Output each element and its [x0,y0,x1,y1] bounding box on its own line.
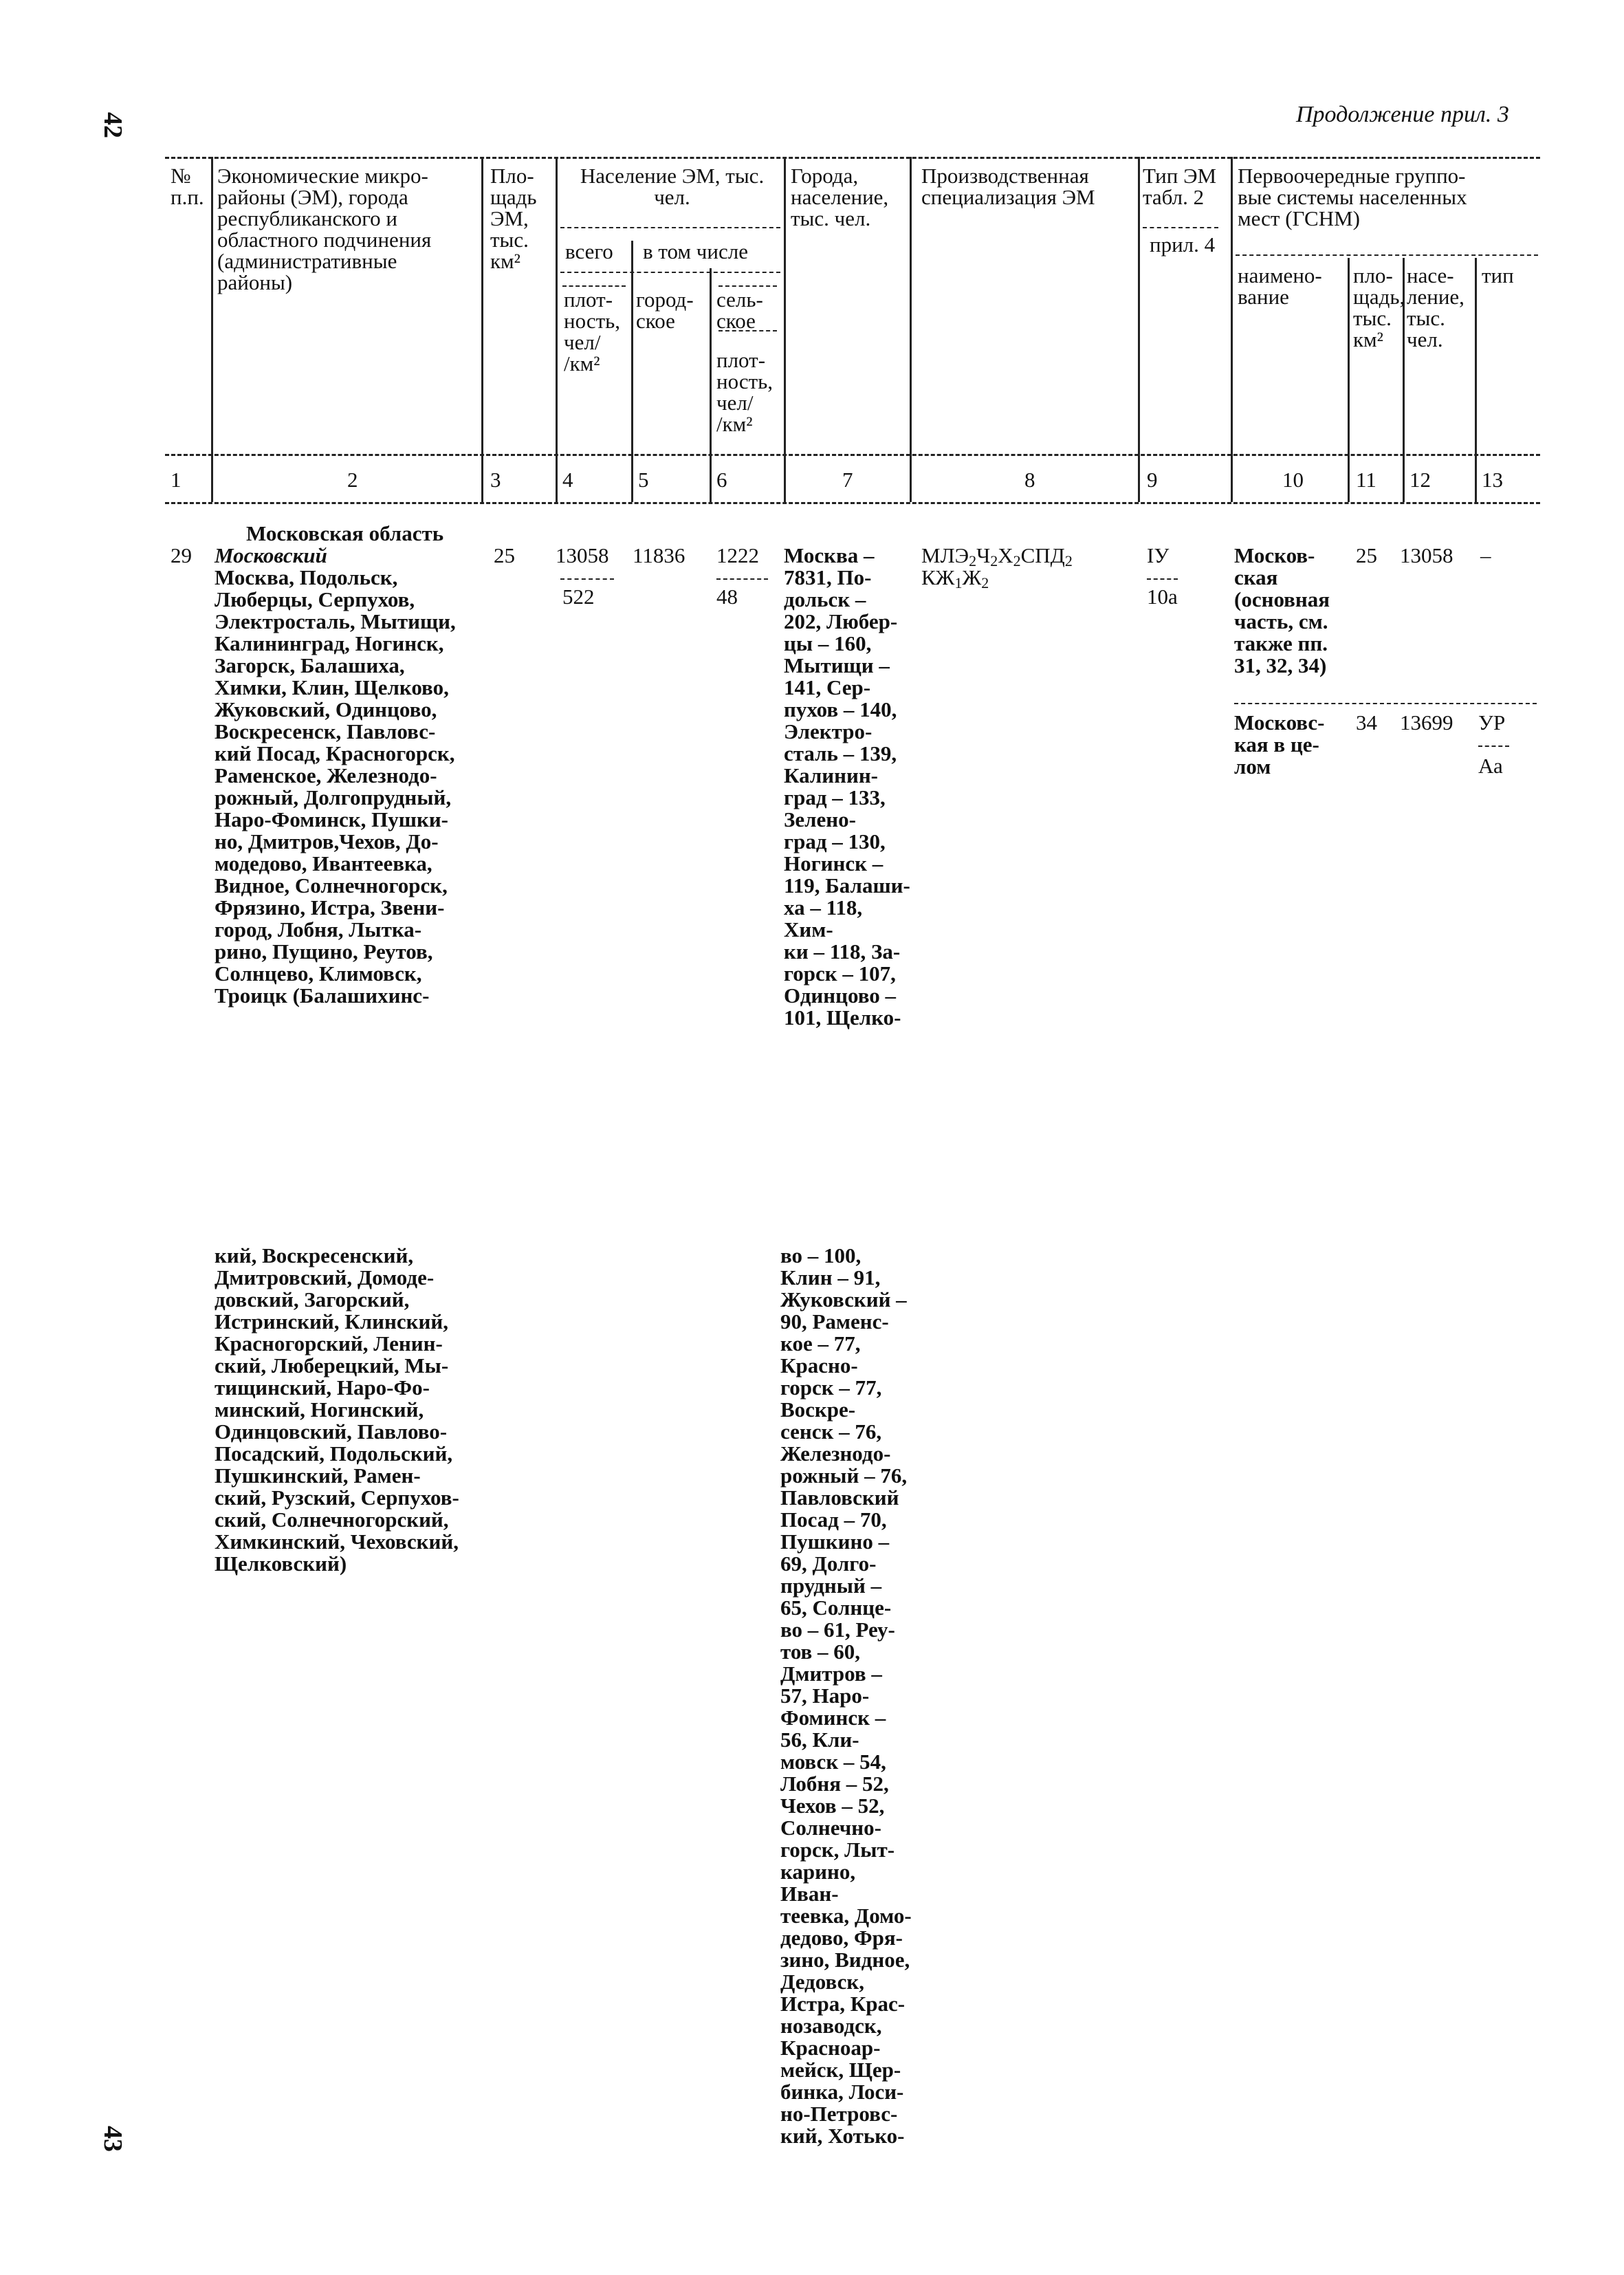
gsnm-type-main: – [1480,543,1491,567]
col-number-11: 11 [1356,468,1376,492]
spec-sub: 2 [981,574,989,591]
col-number-2: 2 [347,468,358,492]
page-number-43: 43 [98,2126,127,2152]
gsnm-type-whole-bottom: Аа [1478,754,1503,778]
population-rural-rule [716,578,768,580]
col-sep-9 [1231,157,1233,502]
col-sep-1 [211,157,213,502]
cities-list-bottom: кий, Воскресенский, Дмитровский, Домоде- довский, Загорский, Истринский, Клинский, Красногорский, Ленин- ский, Люберецкий, Мы- тищинский, Наро-Фо- минский, Ногинский, Одинцовский, Павлово- Посадский, Подольский, Пушкинский, Рамен- ский, Рузский, Серпухов- ский, Солнечногорский, Химкинский, Чеховский, Щелковский) [215,1243,459,1576]
col-sep-4 [631,241,633,502]
header-population-group: Население ЭМ, тыс. чел. [580,164,765,209]
header-pop-total: всего [565,239,613,263]
spec-part: Ч [976,543,991,567]
rural-density: 48 [716,585,738,609]
spec-part: СПД [1020,543,1065,567]
col-sep-2 [481,157,483,502]
spec-part: Ж [962,565,982,589]
col-number-13: 13 [1482,468,1503,492]
spec-sub: 2 [1064,552,1073,569]
header-type-em: Тип ЭМ табл. 2 [1143,164,1217,209]
area-value: 25 [494,543,515,567]
pop-group-rule [560,227,780,228]
col-number-8: 8 [1024,468,1035,492]
col-number-9: 9 [1147,468,1158,492]
header-rural-density: плот- ность, чел/ /км² [716,348,773,436]
towns-list-bottom: во – 100, Клин – 91, Жуковский – 90, Раменс- кое – 77, Красно- горск – 77, Воскре- сенск – 76, Железнодо- рожный – 76, Павловский Посад – 70, Пушкино – 69, Долго- прудный – 65, Солнце- во – 61, Реу- тов – 60, Дмитров – 57, Наро- Фоминск – 56, Кли- мовск – 54, Лобня – 52, Чехов – 52, Солнечно- горск, Лыт- карино, Иван- теевка, Домо- дедово, Фря- зино, Видное, Дедовск, Истра, Крас- нозаводск, Красноар- мейск, Щер- бинка, Лоси- но-Петровс- кий, Хотько- [780,1243,912,2148]
header-gsnm-type: тип [1482,263,1514,287]
specialization-line-2 [921,567,989,594]
col-sep-6 [784,157,786,502]
gsnm-type-rule [1478,745,1509,747]
colnum-bottom-rule [165,502,1540,504]
type-em-bottom: 10а [1147,585,1178,609]
header-pop-density: плот- ность, чел/ /км² [564,287,621,375]
gsnm-name-whole: Московс- кая в це- лом [1234,710,1325,779]
gsnm-population-main: 13058 [1400,543,1453,567]
col-number-3: 3 [490,468,501,492]
spec-part: КЖ [921,565,955,589]
header-microregions: Экономические микро- районы (ЭМ), города республиканского и областного подчинения (административные районы) [217,164,432,294]
header-gsnm-population: насе- ление, тыс. чел. [1407,263,1464,351]
population-total-rule [560,578,614,580]
gsnm-group-rule [1236,254,1538,256]
region-heading: Московская область [246,521,444,545]
header-area: Пло- щадь ЭМ, тыс. км² [490,164,537,273]
header-specialization: Производственная специализация ЭМ [921,164,1095,209]
gsnm-name-main: Москов- ская (основная часть, см. также пп. 31, 32, 34) [1234,543,1330,677]
col-number-1: 1 [171,468,182,492]
header-pop-incl: в том числе [643,239,748,263]
spec-part: Х [998,543,1013,567]
microregion-name: Московский [215,543,327,567]
population-density: 522 [562,585,595,609]
page-number-42: 42 [98,112,127,138]
col-number-12: 12 [1409,468,1431,492]
gsnm-area-main: 25 [1356,543,1377,567]
population-total: 13058 [556,543,609,567]
type-em-top: IУ [1147,543,1170,567]
header-towns: Города, население, тыс. чел. [791,164,889,230]
spec-sub: 2 [969,552,977,569]
col-sep-5 [710,268,712,502]
header-pop-urban: город- ское [636,287,694,333]
rural-sub-rule [718,285,777,287]
col-sep-3 [556,157,558,502]
population-urban: 11836 [633,543,685,567]
population-rural: 1222 [716,543,759,567]
header-gsnm-group: Первоочередные группо- вые системы населенных мест (ГСНМ) [1238,164,1467,230]
header-gsnm-name: наимено- вание [1238,263,1322,309]
header-num: № п.п. [171,164,204,209]
gsnm-population-whole: 13699 [1400,710,1453,734]
col-sep-12 [1475,258,1477,502]
header-gsnm-area: пло- щадь, тыс. км² [1353,263,1405,351]
col-sep-7 [910,157,912,502]
type-em-rule-row [1147,578,1178,580]
row-number: 29 [171,543,192,567]
spec-sub: 2 [1013,552,1021,569]
towns-list-top: Москва – 7831, По- дольск – 202, Любер- цы – 160, Мытищи – 141, Сер- пухов – 140, Электро- сталь – 139, Калинин- град – 133, Зелено- град – 130, Ногинск – 119, Балаши- ха – 118, Хим- ки – 118, За- горск – 107, Одинцово – 101, Щелко- [784,543,910,1030]
col-number-5: 5 [638,468,649,492]
col-sep-10 [1348,258,1350,502]
type-em-rule [1143,227,1218,228]
cities-list-top: Москва, Подольск, Люберцы, Серпухов, Электросталь, Мытищи, Калининград, Ногинск, Загорск, Балашиха, Химки, Клин, Щелково, Жуковский, Одинцово, Воскресенск, Павловс- кий Посад, Красногорск, Раменское, Железнодо- рожный, Долгопрудный, Наро-Фоминск, Пушки- но, Дмитров,Чехов, До- модедово, Ивантеевка, Видное, Солнечногорск, Фрязино, Истра, Звени- город, Лобня, Лытка- рино, Пущино, Реутов, Солнцево, Климовск, Троицк (Балашихинс- [215,565,456,1008]
spec-sub: 2 [990,552,998,569]
pop-sub-rule [560,272,780,273]
table-top-rule [165,157,1540,159]
col-number-10: 10 [1282,468,1304,492]
col-number-7: 7 [842,468,853,492]
spec-sub: 1 [954,574,963,591]
continuation-title: Продолжение прил. 3 [1296,102,1509,127]
density-rule-4 [562,285,626,287]
col-number-4: 4 [562,468,573,492]
gsnm-area-whole: 34 [1356,710,1377,734]
gsnm-type-whole-top: УР [1478,710,1506,734]
gsnm-separator [1234,703,1537,704]
header-type-em-appendix: прил. 4 [1150,232,1216,257]
header-pop-rural: сель- ское [716,287,763,333]
spec-part: МЛЭ [921,543,969,567]
col-number-6: 6 [716,468,727,492]
col-sep-8 [1138,157,1140,502]
header-bottom-rule [165,454,1540,456]
